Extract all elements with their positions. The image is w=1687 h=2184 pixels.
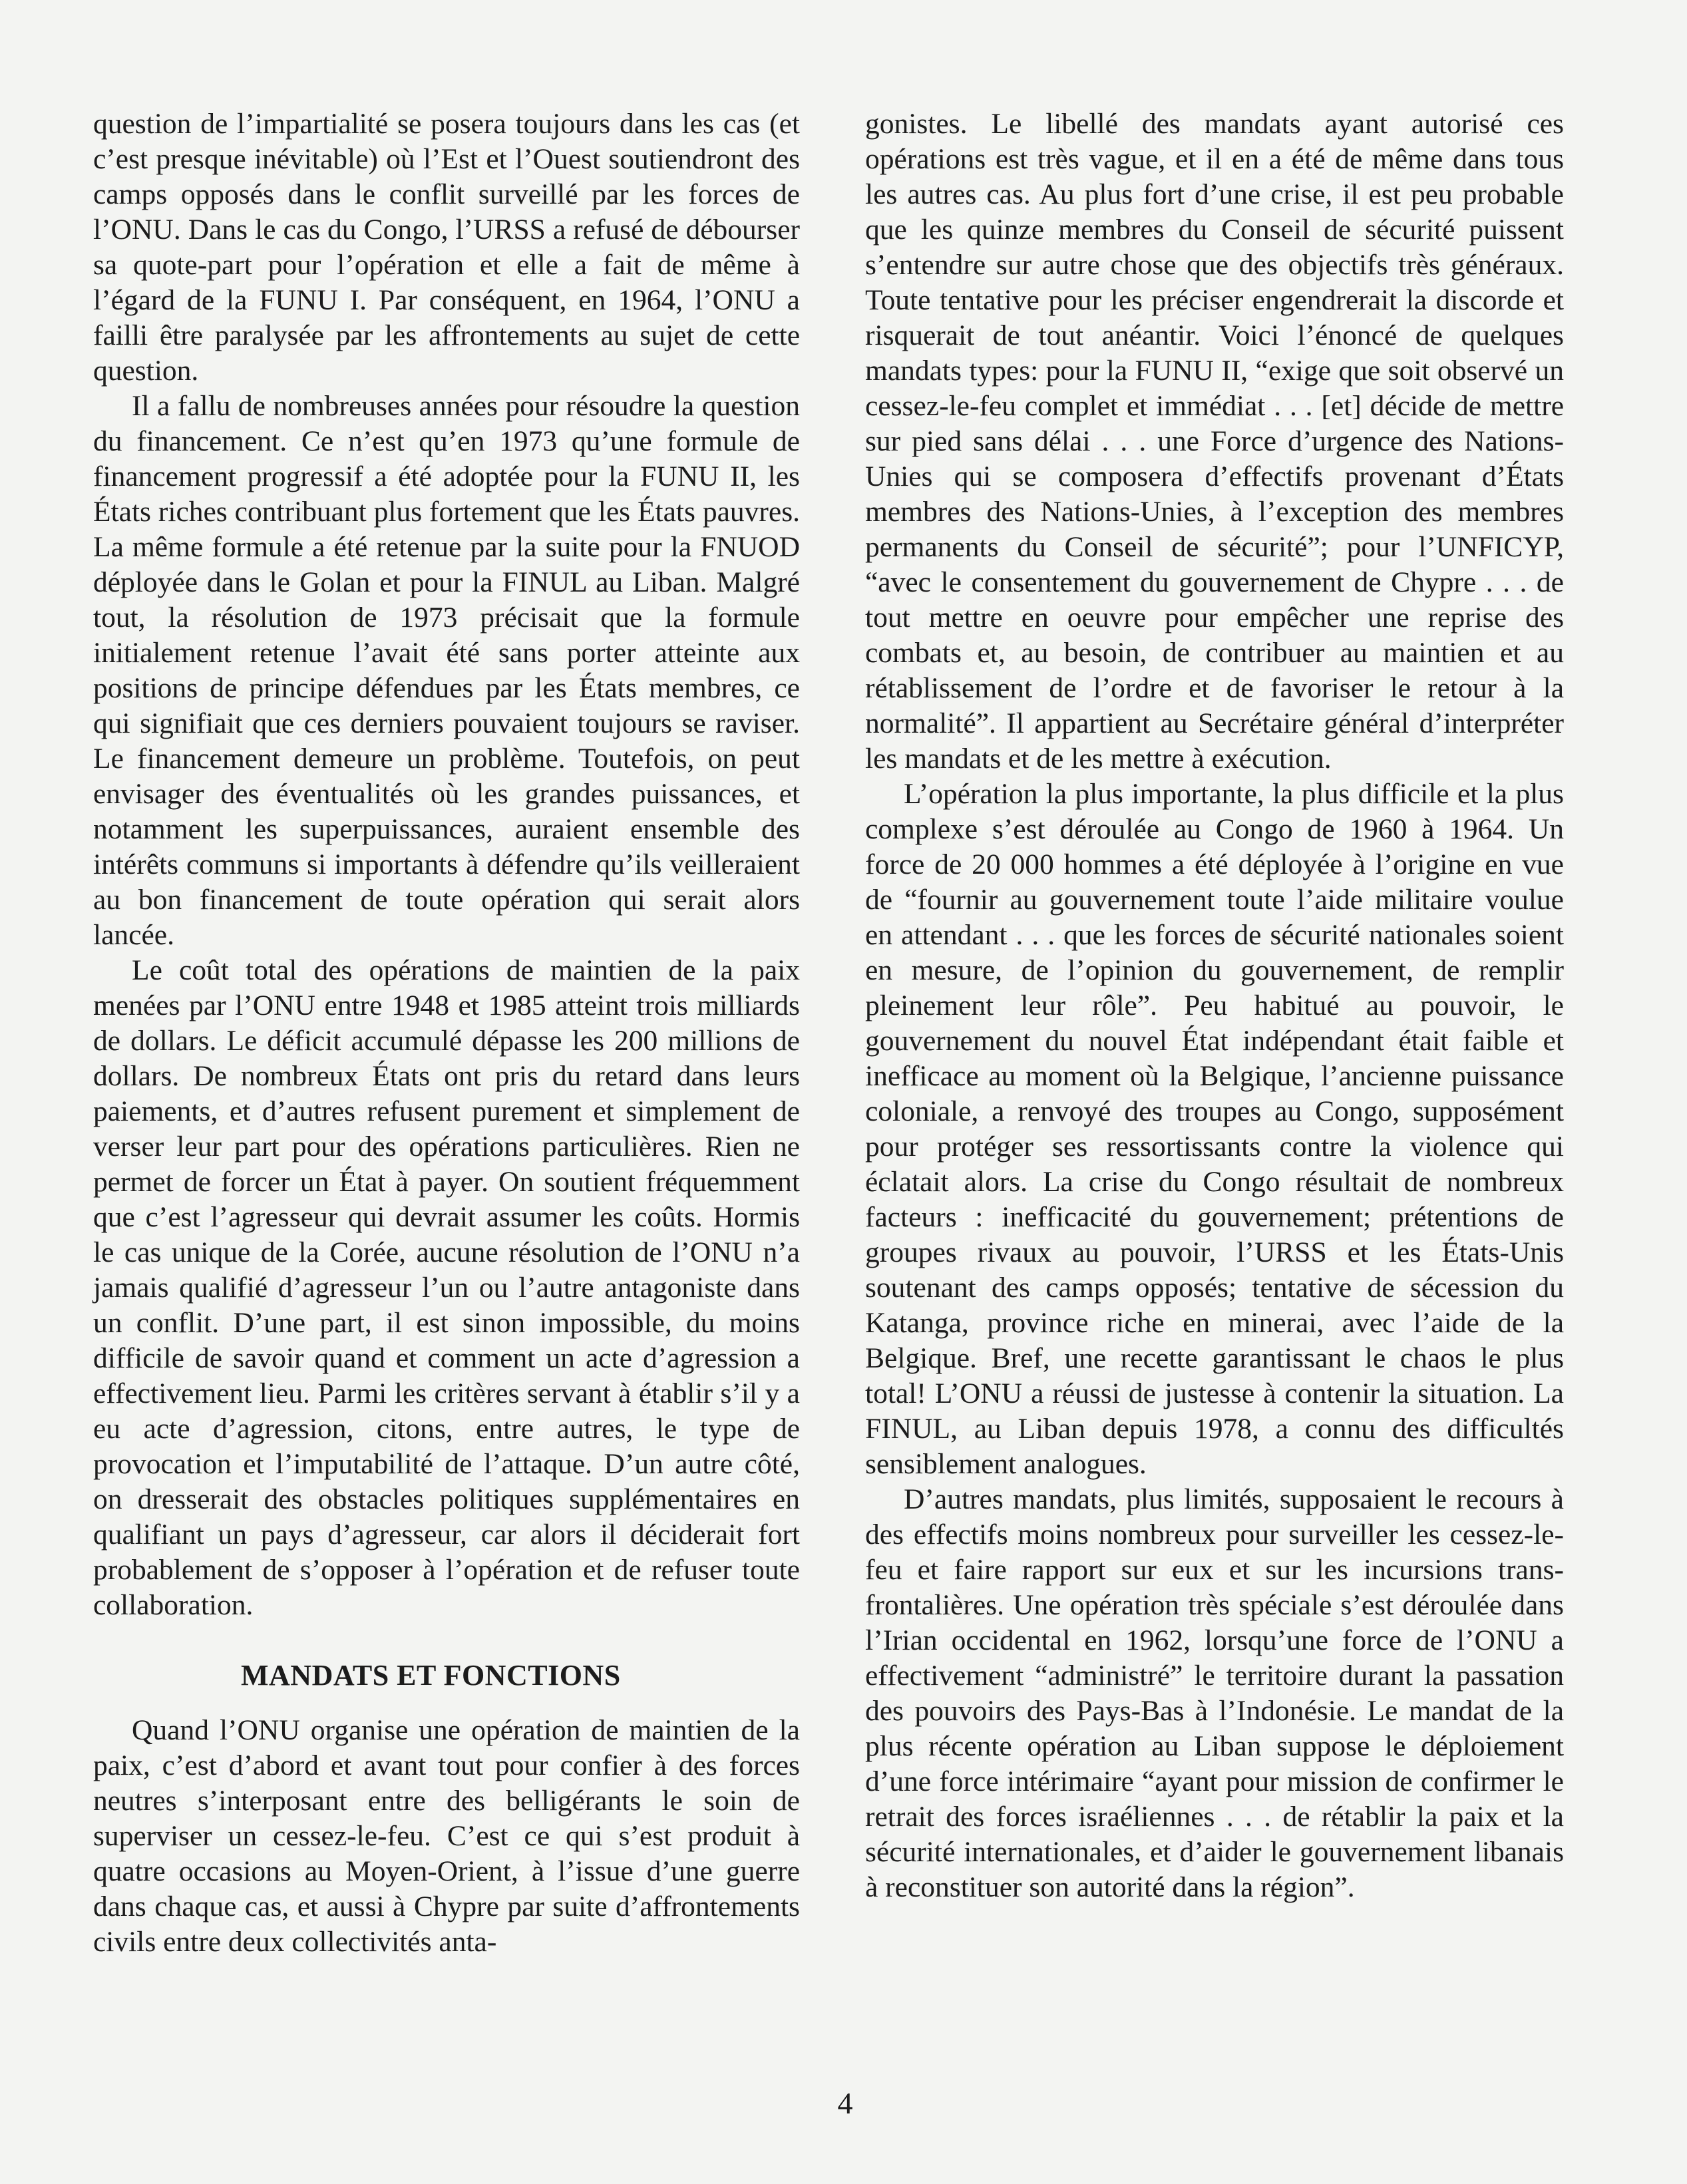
paragraph: D’autres mandats, plus limités, supposaient le recours à des effectifs moins nombreux pour surveiller les cessez-le-feu et faire rapport sur eux et sur les incursions trans-frontalières. Une opération très spéciale s’est déroulée dans l’Irian occidental en 1962, lorsqu’une force de l’ONU a effectivement “administré” le territoire durant la passation des pouvoirs des Pays-Bas à l’Indonésie. Le mandat de la plus récente opération au Liban suppose le déploiement d’une force intérimaire “ayant pour mission de confirmer le retrait des forces israéliennes . . . de rétablir la paix et la sécurité internationales, et d’aider le gouvernement libanais à reconstituer son autorité dans la région”. — [865, 1483, 1564, 1903]
paragraph: Quand l’ONU organise une opération de maintien de la paix, c’est d’abord et avant tout pour confier à des forces neutres s’interposant entre des belligérants le soin de superviser un cessez-le-feu. C’est ce qui s’est produit à quatre occasions au Moyen-Orient, à l’issue d’une guerre dans chaque cas, et aussi à Chypre par suite d’affrontements civils entre deux collectivités anta- — [93, 1714, 800, 1958]
paragraph: L’opération la plus importante, la plus difficile et la plus complexe s’est déroulée au Congo de 1960 à 1964. Un force de 20 000 hommes a été déployée à l’origine en vue de “fournir au gouvernement toute l’aide militaire voulue en attendant . . . que les forces de sécurité nationales soient en mesure, de l’opinion du gouvernement, de remplir pleinement leur rôle”. Peu habitué au pouvoir, le gouvernement du nouvel État indépendant était faible et inefficace au moment où la Belgique, l’ancienne puissance coloniale, a renvoyé des troupes au Congo, supposément pour protéger ses ressortissants contre la violence qui éclatait alors. La crise du Congo résultait de nombreux facteurs : inefficacité du gouvernement; prétentions de groupes rivaux au pouvoir, l’URSS et les États-Unis soutenant des camps opposés; tentative de sécession du Katanga, province riche en minerai, avec l’aide de la Belgique. Bref, une recette garantissant le chaos le plus total! L’ONU a réussi de justesse à contenir la situation. La FINUL, au Liban depuis 1978, a connu des difficultés sensiblement analogues. — [865, 778, 1564, 1480]
left-column — [93, 106, 800, 1960]
paragraph: Il a fallu de nombreuses années pour résoudre la question du financement. Ce n’est qu’en 1973 qu’une formule de financement progressif a été adoptée pour la FUNU II, les États riches contribuant plus fortement que les États pauvres. La même formule a été retenue par la suite pour la FNUOD déployée dans le Golan et pour la FINUL au Liban. Malgré tout, la résolution de 1973 précisait que la formule initialement retenue l’avait été sans porter atteinte aux positions de principe défendues par les États membres, ce qui signifiait que ces derniers pouvaient toujours se raviser. Le financement demeure un problème. Toutefois, on peut envisager des éventualités où les grandes puissances, et notamment les superpuissances, auraient ensemble des intérêts communs si importants à défendre qu’ils veilleraient au bon financement de toute opération qui serait alors lancée. — [93, 390, 800, 951]
page-number: 4 — [837, 2086, 853, 2120]
paragraph: question de l’impartialité se posera toujours dans les cas (et c’est presque inévitable) où l’Est et l’Ouest soutiendront des camps opposés dans le conflit surveillé par les forces de l’ONU. Dans le cas du Congo, l’URSS a refusé de débourser sa quote-part pour l’opération et elle a fait de même à l’égard de la FUNU I. Par conséquent, en 1964, l’ONU a failli être paralysée par les affrontements au sujet de cette question. — [93, 108, 800, 387]
section-heading: MANDATS ET FONCTIONS — [241, 1659, 621, 1692]
paragraph: Le coût total des opérations de maintien de la paix menées par l’ONU entre 1948 et 1985 atteint trois milliards de dollars. Le déficit accumulé dépasse les 200 millions de dollars. De nombreux États ont pris du retard dans leurs paiements, et d’autres refusent purement et simplement de verser leur part pour des opérations particulières. Rien ne permet de forcer un État à payer. On soutient fréquemment que c’est l’agresseur qui devrait assumer les coûts. Hormis le cas unique de la Corée, aucune résolution de l’ONU n’a jamais qualifié d’agresseur l’un ou l’autre antagoniste dans un conflit. D’une part, il est sinon impossible, du moins difficile de savoir quand et comment un acte d’agression a effectivement lieu. Parmi les critères servant à établir s’il y a eu acte d’agression, citons, entre autres, le type de provocation et l’imputabilité de l’attaque. D’un autre côté, on dresserait des obstacles politiques supplémentaires en qualifiant un pays d’agresseur, car alors il déciderait fort probablement de s’opposer à l’opération et de refuser toute collaboration. — [93, 954, 800, 1621]
paragraph: gonistes. Le libellé des mandats ayant autorisé ces opérations est très vague, et il en a été de même dans tous les autres cas. Au plus fort d’une crise, il est peu probable que les quinze membres du Conseil de sécurité puissent s’entendre sur autre chose que des objectifs très généraux. Toute tentative pour les préciser engendrerait la discorde et risquerait de tout anéantir. Voici l’énoncé de quelques mandats types: pour la FUNU II, “exige que soit observé un cessez-le-feu complet et immédiat . . . [et] décide de mettre sur pied sans délai . . . une Force d’urgence des Nations-Unies qui se composera d’effectifs provenant d’États membres des Nations-Unies, à l’exception des membres permanents du Conseil de sécurité”; pour l’UNFICYP, “avec le consentement du gouvernement de Chypre . . . de tout mettre en oeuvre pour empêcher une reprise des combats et, au besoin, de contribuer au maintien et au rétablissement de l’ordre et de favoriser le retour à la normalité”. Il appartient au Secrétaire général d’interpréter les mandats et de les mettre à exécution. — [865, 108, 1564, 775]
right-column — [865, 106, 1564, 1905]
